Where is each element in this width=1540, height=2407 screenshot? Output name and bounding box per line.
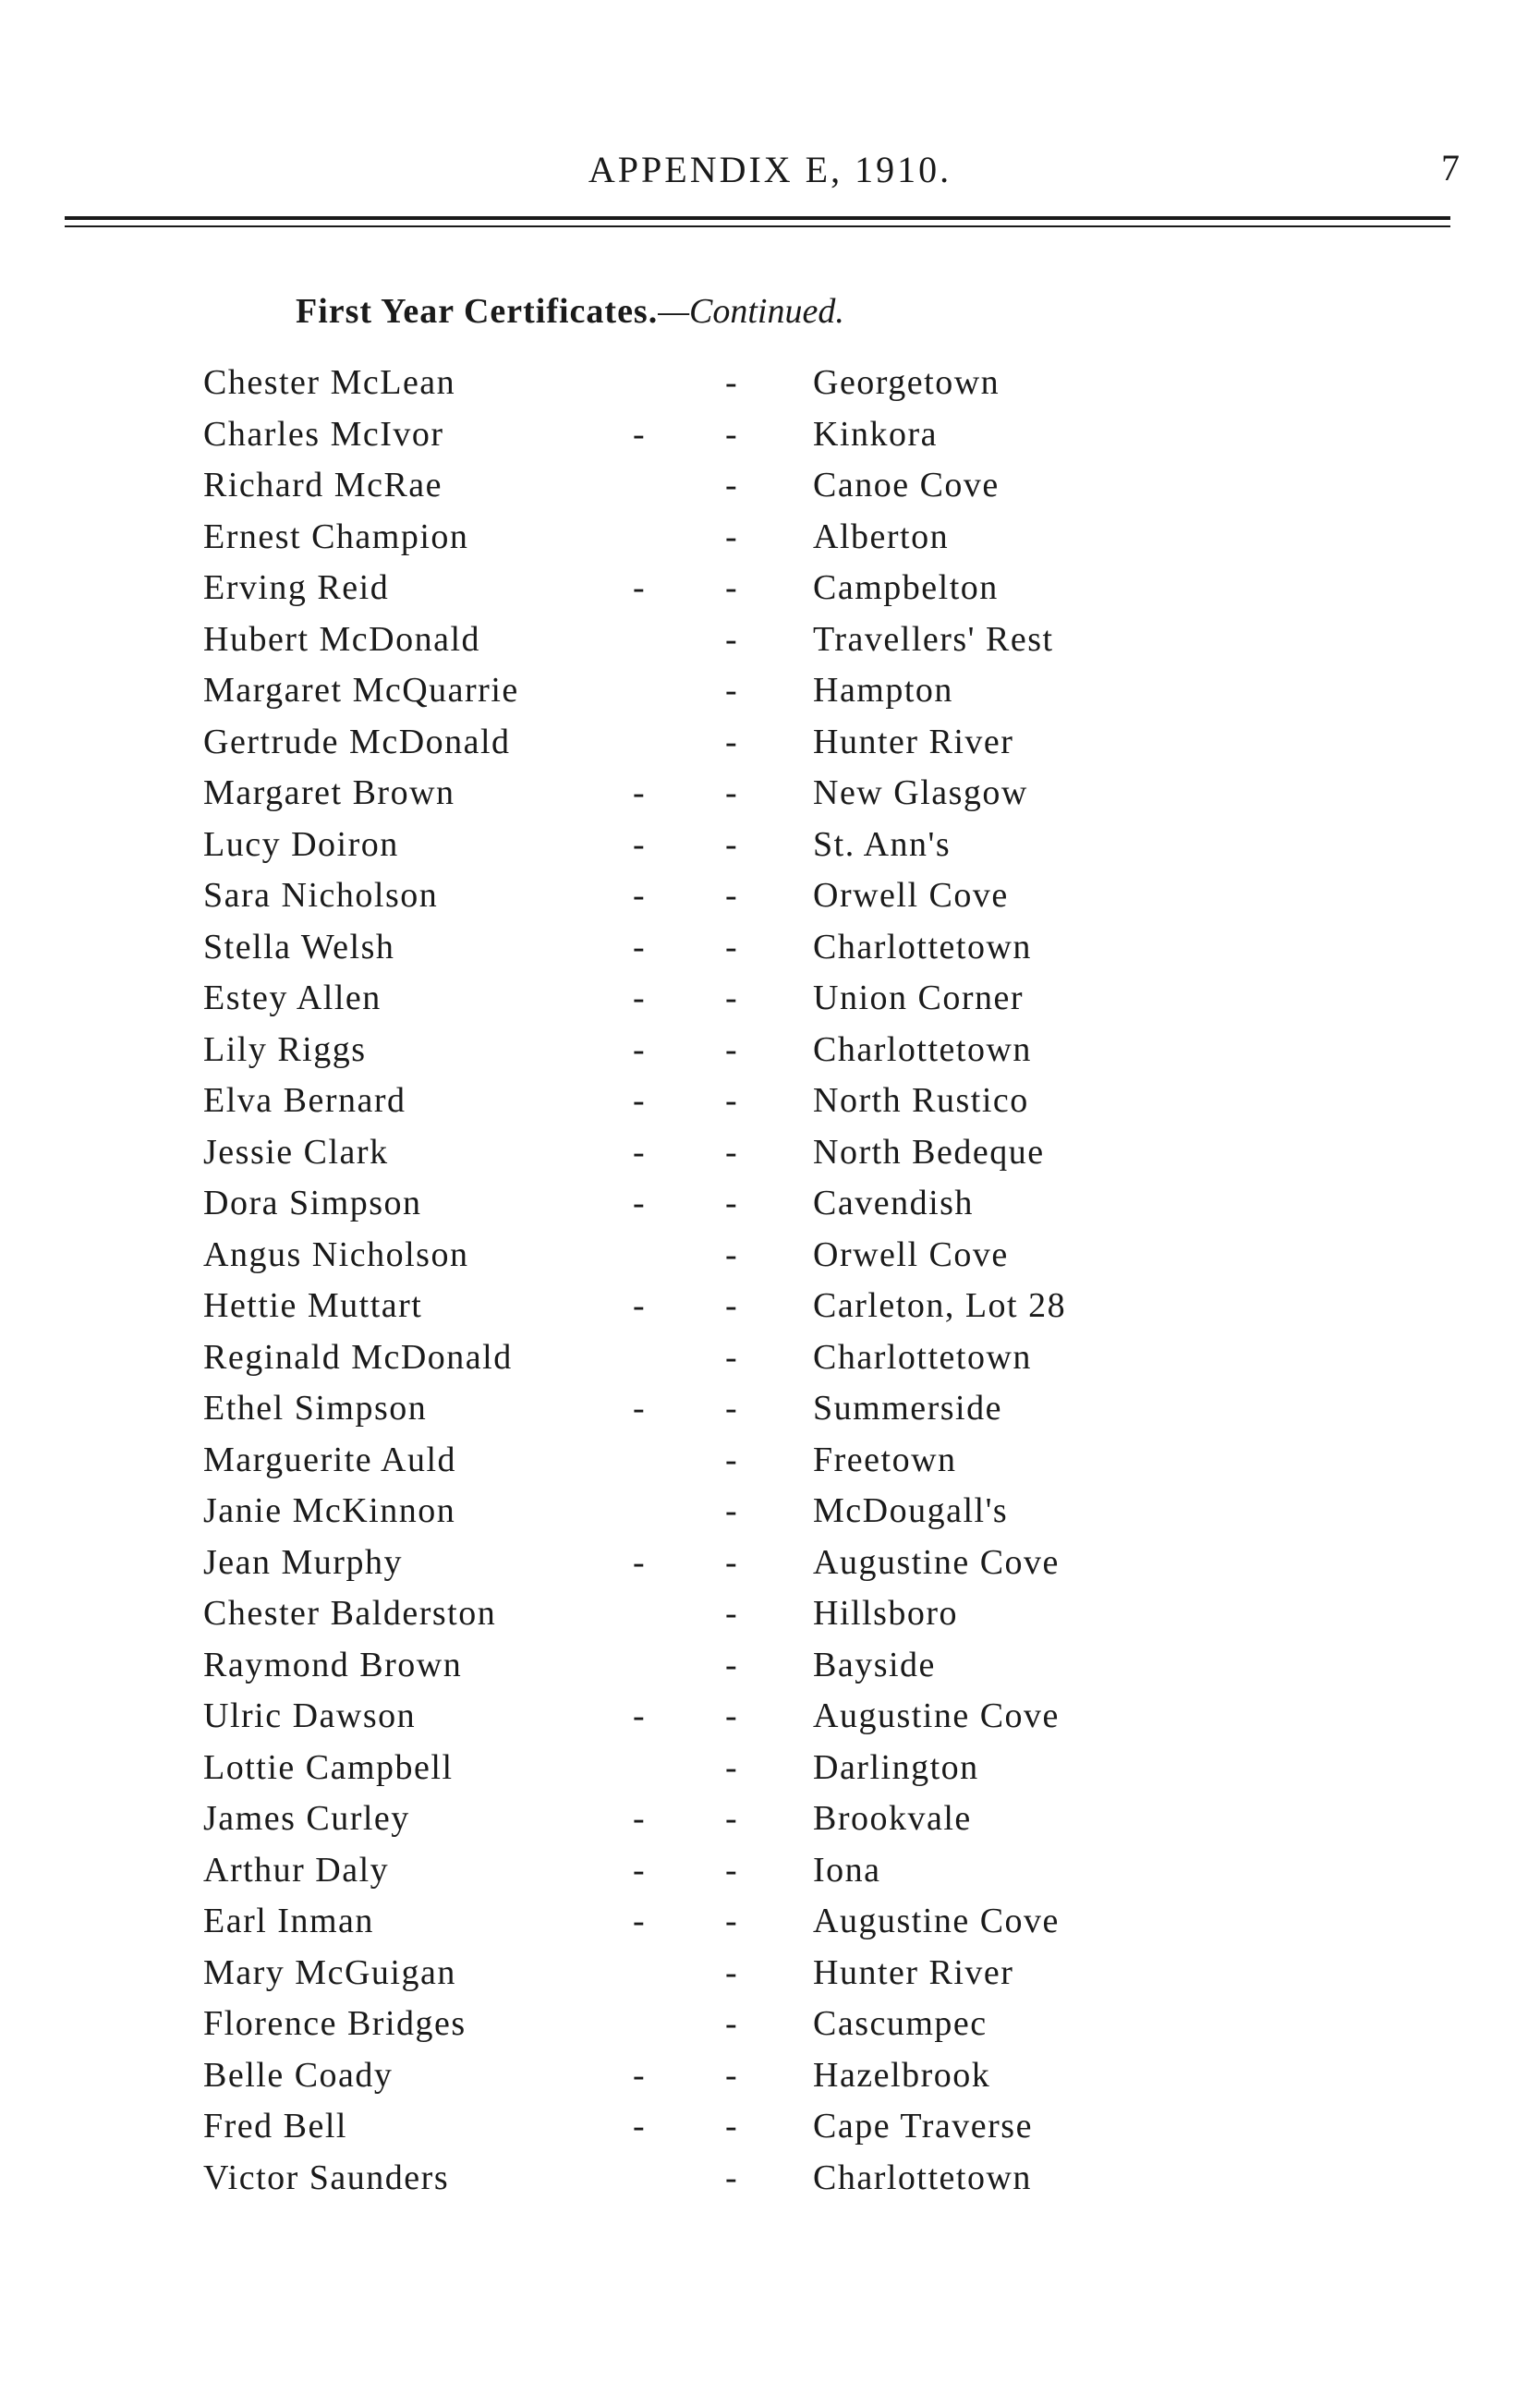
recipient-name: Marguerite Auld <box>203 1440 457 1479</box>
recipient-place: Charlottetown <box>813 2158 1032 2197</box>
leader-dash: - <box>725 1389 739 1428</box>
recipient-name: Hubert McDonald <box>203 619 481 659</box>
list-item <box>203 1183 1404 1234</box>
leader-dash: - <box>633 1902 647 1940</box>
list-item <box>203 1029 1404 1081</box>
recipient-place: North Bedeque <box>813 1132 1045 1172</box>
leader-dash: - <box>725 1081 739 1120</box>
leader-dash: - <box>633 1696 647 1735</box>
leader-dash: - <box>725 2107 739 2146</box>
recipient-place: Hampton <box>813 671 953 710</box>
recipient-place: Darlington <box>813 1747 979 1787</box>
recipient-place: Charlottetown <box>813 927 1032 966</box>
header-rule-thick <box>65 216 1450 220</box>
recipient-place: Brookvale <box>813 1799 972 1838</box>
leader-dash: - <box>633 773 647 812</box>
recipient-name: Estey Allen <box>203 979 382 1017</box>
recipient-name: Ernest Champion <box>203 517 469 556</box>
recipient-place: Augustine Cove <box>813 1542 1060 1582</box>
recipient-name: Chester McLean <box>203 363 456 402</box>
recipient-name: Arthur Daly <box>203 1850 390 1890</box>
leader-dash: - <box>725 2004 739 2043</box>
recipient-name: Erving Reid <box>203 568 390 607</box>
recipient-name: Belle Coady <box>203 2055 394 2095</box>
page-number: 7 <box>1441 147 1460 188</box>
list-item <box>203 824 1404 876</box>
recipient-place: Cape Traverse <box>813 2107 1033 2146</box>
recipient-name: Ulric Dawson <box>203 1696 417 1735</box>
leader-dash: - <box>633 1542 647 1582</box>
recipient-name: Jessie Clark <box>203 1132 389 1172</box>
list-item <box>203 567 1404 619</box>
recipient-place: Augustine Cove <box>813 1696 1060 1735</box>
leader-dash: - <box>633 1029 647 1069</box>
list-item <box>203 517 1404 568</box>
list-item <box>203 1132 1404 1184</box>
list-item <box>203 2003 1404 2055</box>
recipient-name: Janie McKinnon <box>203 1491 456 1530</box>
recipient-name: James Curley <box>203 1799 410 1838</box>
leader-dash: - <box>725 1902 739 1940</box>
list-item <box>203 1337 1404 1389</box>
recipient-name: Reginald McDonald <box>203 1337 513 1377</box>
leader-dash: - <box>725 2055 739 2095</box>
section-continued: —Continued. <box>658 292 844 331</box>
leader-dash: - <box>725 568 739 607</box>
leader-dash: - <box>725 773 739 812</box>
recipient-name: Angus Nicholson <box>203 1234 469 1274</box>
leader-dash: - <box>633 2055 647 2095</box>
recipient-name: Lucy Doiron <box>203 824 399 864</box>
recipient-name: Stella Welsh <box>203 927 395 966</box>
leader-dash: - <box>725 1234 739 1274</box>
leader-dash: - <box>725 517 739 556</box>
header-rule-thin <box>65 225 1450 227</box>
list-item <box>203 2055 1404 2107</box>
leader-dash: - <box>725 1029 739 1069</box>
leader-dash: - <box>725 927 739 966</box>
section-heading <box>296 291 844 332</box>
leader-dash: - <box>725 671 739 710</box>
list-item <box>203 1080 1404 1132</box>
recipient-place: Charlottetown <box>813 1337 1032 1377</box>
recipient-place: Cascumpec <box>813 2004 988 2043</box>
recipient-place: New Glasgow <box>813 773 1028 812</box>
list-item <box>203 2106 1404 2158</box>
list-item <box>203 1542 1404 1594</box>
list-item <box>203 927 1404 979</box>
leader-dash: - <box>725 2158 739 2197</box>
leader-dash: - <box>633 1132 647 1172</box>
certificate-list <box>203 362 1404 2208</box>
recipient-name: Charles McIvor <box>203 414 444 454</box>
list-item <box>203 1593 1404 1645</box>
section-title: First Year Certificates. <box>296 292 659 331</box>
leader-dash: - <box>633 927 647 966</box>
leader-dash: - <box>725 1491 739 1530</box>
leader-dash: - <box>725 1850 739 1890</box>
recipient-name: Lily Riggs <box>203 1029 367 1069</box>
page-header-title: APPENDIX E, 1910. <box>588 149 952 190</box>
leader-dash: - <box>633 568 647 607</box>
recipient-name: Elva Bernard <box>203 1081 406 1120</box>
leader-dash: - <box>725 876 739 915</box>
recipient-place: Travellers' Rest <box>813 619 1054 659</box>
leader-dash: - <box>725 722 739 761</box>
list-item <box>203 1798 1404 1850</box>
list-item <box>203 1490 1404 1542</box>
recipient-name: Raymond Brown <box>203 1645 463 1684</box>
recipient-name: Margaret Brown <box>203 773 455 812</box>
leader-dash: - <box>633 1799 647 1838</box>
recipient-place: Carleton, Lot 28 <box>813 1286 1067 1325</box>
recipient-place: Alberton <box>813 517 950 556</box>
list-item <box>203 1850 1404 1902</box>
leader-dash: - <box>633 414 647 454</box>
recipient-name: Florence Bridges <box>203 2004 467 2043</box>
leader-dash: - <box>633 1850 647 1890</box>
recipient-place: Charlottetown <box>813 1029 1032 1069</box>
list-item <box>203 875 1404 927</box>
recipient-place: Orwell Cove <box>813 876 1009 915</box>
recipient-place: Hazelbrook <box>813 2055 991 2095</box>
list-item <box>203 1952 1404 2004</box>
list-item <box>203 1234 1404 1286</box>
leader-dash: - <box>725 619 739 659</box>
recipient-place: Orwell Cove <box>813 1234 1009 1274</box>
recipient-name: Gertrude McDonald <box>203 722 511 761</box>
recipient-place: Freetown <box>813 1440 957 1479</box>
recipient-place: North Rustico <box>813 1081 1029 1120</box>
leader-dash: - <box>633 1286 647 1325</box>
recipient-name: Chester Balderston <box>203 1594 497 1633</box>
list-item <box>203 1285 1404 1337</box>
leader-dash: - <box>633 1081 647 1120</box>
list-item <box>203 1696 1404 1747</box>
leader-dash: - <box>725 979 739 1017</box>
leader-dash: - <box>633 2107 647 2146</box>
recipient-name: Earl Inman <box>203 1902 374 1940</box>
recipient-place: Georgetown <box>813 363 1000 402</box>
list-item <box>203 362 1404 414</box>
recipient-name: Mary McGuigan <box>203 1952 456 1992</box>
list-item <box>203 722 1404 773</box>
list-item <box>203 619 1404 671</box>
list-item <box>203 465 1404 517</box>
leader-dash: - <box>725 1696 739 1735</box>
recipient-place: Hillsboro <box>813 1594 959 1633</box>
recipient-place: Summerside <box>813 1389 1002 1428</box>
leader-dash: - <box>725 1286 739 1325</box>
leader-dash: - <box>725 1542 739 1582</box>
recipient-name: Ethel Simpson <box>203 1389 428 1428</box>
leader-dash: - <box>633 876 647 915</box>
list-item <box>203 772 1404 824</box>
recipient-place: Cavendish <box>813 1184 974 1222</box>
recipient-place: McDougall's <box>813 1491 1009 1530</box>
list-item <box>203 670 1404 722</box>
recipient-name: Lottie Campbell <box>203 1747 454 1787</box>
recipient-name: Jean Murphy <box>203 1542 403 1582</box>
leader-dash: - <box>725 824 739 864</box>
recipient-place: Kinkora <box>813 414 939 454</box>
recipient-name: Richard McRae <box>203 466 443 504</box>
leader-dash: - <box>725 414 739 454</box>
list-item <box>203 1901 1404 1952</box>
leader-dash: - <box>725 1594 739 1633</box>
list-item <box>203 1388 1404 1440</box>
recipient-place: St. Ann's <box>813 824 952 864</box>
recipient-name: Victor Saunders <box>203 2158 450 2197</box>
leader-dash: - <box>725 466 739 504</box>
leader-dash: - <box>725 1952 739 1992</box>
recipient-place: Union Corner <box>813 979 1025 1017</box>
recipient-place: Hunter River <box>813 722 1014 761</box>
leader-dash: - <box>633 979 647 1017</box>
leader-dash: - <box>725 1799 739 1838</box>
recipient-name: Margaret McQuarrie <box>203 671 519 710</box>
recipient-name: Dora Simpson <box>203 1184 422 1222</box>
leader-dash: - <box>633 824 647 864</box>
leader-dash: - <box>725 1132 739 1172</box>
leader-dash: - <box>633 1389 647 1428</box>
leader-dash: - <box>633 1184 647 1222</box>
leader-dash: - <box>725 1337 739 1377</box>
list-item <box>203 978 1404 1029</box>
list-item <box>203 414 1404 466</box>
list-item <box>203 1645 1404 1696</box>
recipient-place: Campbelton <box>813 568 999 607</box>
recipient-place: Augustine Cove <box>813 1902 1060 1940</box>
leader-dash: - <box>725 1440 739 1479</box>
recipient-place: Canoe Cove <box>813 466 1000 504</box>
recipient-name: Hettie Muttart <box>203 1286 423 1325</box>
recipient-name: Sara Nicholson <box>203 876 439 915</box>
list-item <box>203 1747 1404 1799</box>
leader-dash: - <box>725 1184 739 1222</box>
recipient-place: Bayside <box>813 1645 936 1684</box>
list-item <box>203 1440 1404 1491</box>
leader-dash: - <box>725 1747 739 1787</box>
leader-dash: - <box>725 1645 739 1684</box>
list-item <box>203 2158 1404 2209</box>
leader-dash: - <box>725 363 739 402</box>
recipient-place: Hunter River <box>813 1952 1014 1992</box>
recipient-place: Iona <box>813 1850 881 1890</box>
recipient-name: Fred Bell <box>203 2107 347 2146</box>
